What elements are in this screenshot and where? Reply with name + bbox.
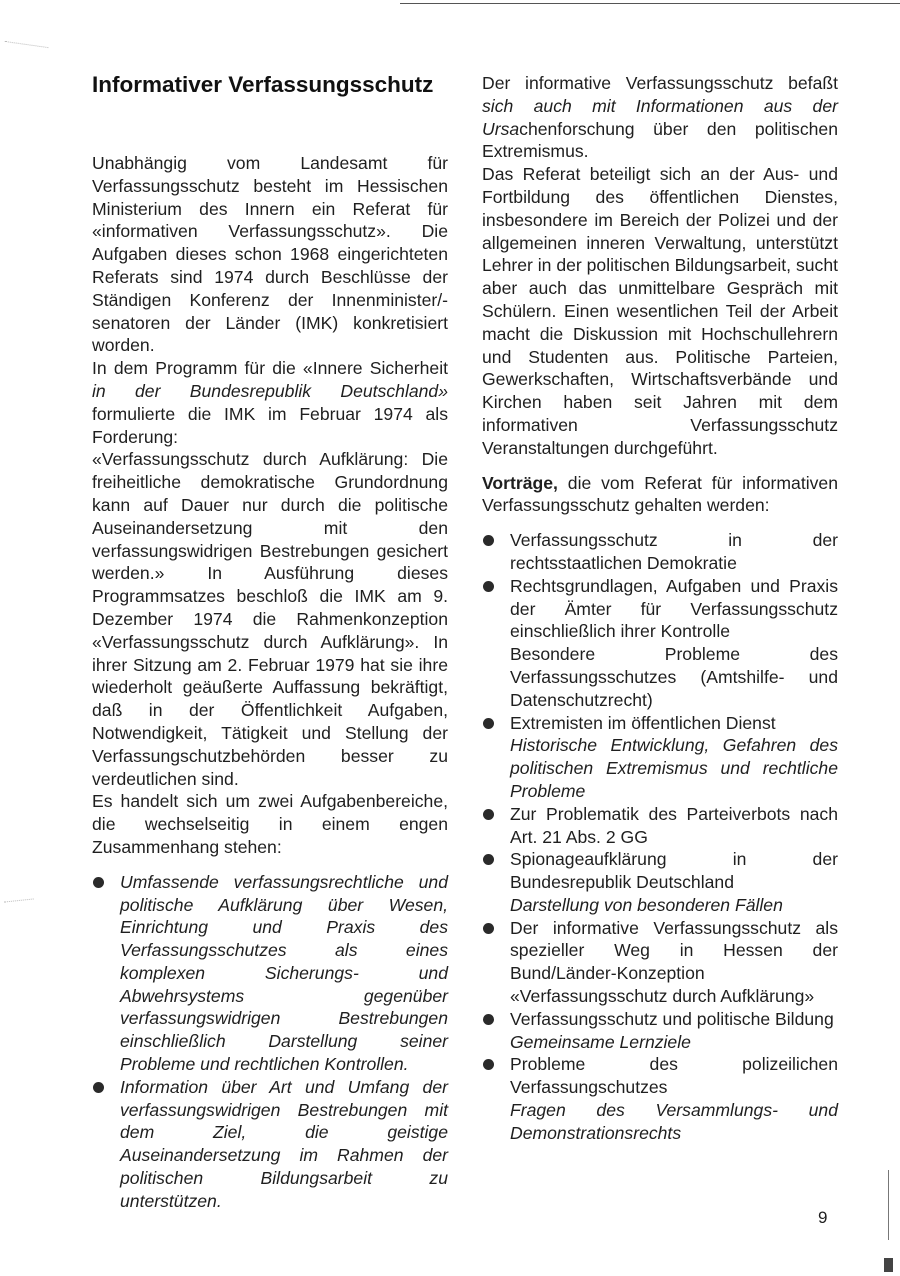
list-item-text: Verfassungsschutz in der rechtsstaatlichen Demokratie [510,530,838,573]
aufgaben-list [92,871,448,1213]
list-item [482,803,838,849]
top-rule [400,3,900,4]
vortraege-label: Vorträge, [482,472,558,493]
list-item [482,848,838,916]
list-item-text: Besondere Probleme des Verfassungsschutzes (Amtshilfe- und Datenschutzrecht) [510,644,838,710]
list-item [482,1053,838,1144]
vortraege-heading [482,472,838,518]
aufgaben-paragraph: Es handelt sich um zwei Aufgabenbereiche, die wechselseitig in einem engen Zusammenhang stehen: [92,791,448,857]
bullet-icon [483,854,494,865]
bullet-icon [483,809,494,820]
text-span: chenforschung über den politischen Extremismus. [482,118,838,162]
intro-paragraph: Unabhängig vom Landesamt für Verfassungsschutz besteht im Hessischen Ministerium des Innern ein Referat für «informativen Verfassungsschutz». Die Aufgaben dieses schon 1968 eingerichteten Referats sind 1974 durch Beschlüsse der Ständigen Konferenz der Innenminister/-senatoren der Länder (IMK) konkretisiert worden. [92,153,448,356]
bullet-icon [483,1059,494,1070]
list-item-text: Probleme des polizeilichen Verfassungschutzes [510,1054,838,1098]
bullet-icon [483,923,494,934]
list-item-text: Umfassende verfassungsrechtliche und politische Aufklärung über Wesen, Einrichtung und Praxis des Verfassungsschutzes als eines komplexen Sicherungs- und Abwehrsystems gegenüber verfassungswidrigen Bestrebungen einschließlich Darstellung seiner Probleme und rechtlichen Kontrollen. [120,871,448,1075]
list-item [482,575,838,712]
bullet-icon [483,581,494,592]
text-span: die vom Referat für informativen Verfassungsschutz gehalten werden: [482,472,838,516]
italic-span: sich auch mit Informationen aus der Ursa [482,95,838,139]
vortraege-list [482,529,838,1145]
text-span: formulierte die IMK im Februar 1974 als Forderung: [92,403,448,447]
list-item-text: Information über Art und Umfang der verfassungswidrigen Bestrebungen mit dem Ziel, die geistige Auseinandersetzung im Rahmen der politischen Bildungsarbeit zu unterstützen. [120,1076,448,1211]
bullet-icon [93,1082,104,1093]
research-paragraph [482,72,838,163]
list-item-text: Der informative Verfassungsschutz als spezieller Weg in Hessen der Bund/Länder-Konzeption «Verfassungsschutz durch Aufklärung» [510,917,838,1007]
page-title: Informativer Verfassungsschutz [92,72,434,97]
bullet-icon [483,1014,494,1025]
bullet-icon [483,718,494,729]
forderung-paragraph: «Verfassungsschutz durch Aufklärung: Die freiheitliche demokratische Grundordnung kann auf Dauer nur durch die politische Auseinandersetzung mit den verfassungswidrigen Bestrebungen gesichert werden.» In Ausführung dieses Programmsatzes beschloß die IMK am 9. Dezember 1974 die Rahmenkonzeption «Verfassungsschutz durch Aufklärung». In ihrer Sitzung am 2. Februar 1979 hat sie ihre wiederholt geäußerte Auffassung bekräftigt, daß in der Öffentlichkeit Aufgaben, Notwendigkeit, Tätigkeit und Stellung der Verfassungschutzbehörden besser zu verdeutlichen sind. [92,449,448,789]
list-item [482,1008,838,1054]
margin-rule [888,1170,889,1240]
scan-artifact [4,898,34,906]
text-span: In dem Programm für die «Innere Sicherheit [92,358,448,379]
list-item-text: Verfassungsschutz und politische Bildung [510,1008,834,1029]
list-item-text: Rechtsgrundlagen, Aufgaben und Praxis der Ämter für Verfassungsschutz einschließlich ihrer Kontrolle [510,575,838,642]
list-item-subtext: Gemeinsame Lernziele [510,1031,691,1052]
bullet-icon [93,877,104,888]
text-span: Der informative Verfassungsschutz befaßt [482,73,838,93]
programm-paragraph [92,357,448,448]
list-item-subtext: Fragen des Versammlungs- und Demonstrationsrechts [510,1100,838,1143]
list-item-subtext: Darstellung von besonderen Fällen [510,894,783,915]
list-item [482,529,838,575]
italic-span: in der Bundesrepublik Deutschland» [92,380,448,401]
list-item-text: Spionageaufklärung in der Bundesrepublik Deutschland [510,849,838,893]
corner-mark [884,1258,893,1272]
list-item-text: Zur Problematik des Parteiverbots nach Art. 21 Abs. 2 GG [510,803,838,847]
list-item-text: Extremisten im öffentlichen Dienst [510,712,776,733]
list-item [482,712,838,803]
right-column [482,72,838,1145]
list-item-subtext: Historische Entwicklung, Gefahren des politischen Extremismus und rechtliche Probleme [510,735,838,801]
list-item [92,1076,448,1213]
scan-artifact [4,41,49,56]
left-column [92,72,448,1213]
list-item [92,871,448,1076]
list-item [482,917,838,1008]
bullet-icon [483,535,494,546]
referat-paragraph: Das Referat beteiligt sich an der Aus- und Fortbildung des öffentlichen Dienstes, insbesondere im Bereich der Polizei und der allgemeinen inneren Verwaltung, unterstützt Lehrer in der politischen Bildungsarbeit, sucht aber auch das unmittelbare Gespräch mit Schülern. Einen wesentlichen Teil der Arbeit macht die Diskussion mit Hochschullehrern und Studenten aus. Politische Parteien, Gewerkschaften, Wirtschaftsverbände und Kirchen haben seit Jahren mit dem informativen Verfassungsschutz Veranstaltungen durchgeführt. [482,164,838,458]
page-number: 9 [818,1208,828,1227]
